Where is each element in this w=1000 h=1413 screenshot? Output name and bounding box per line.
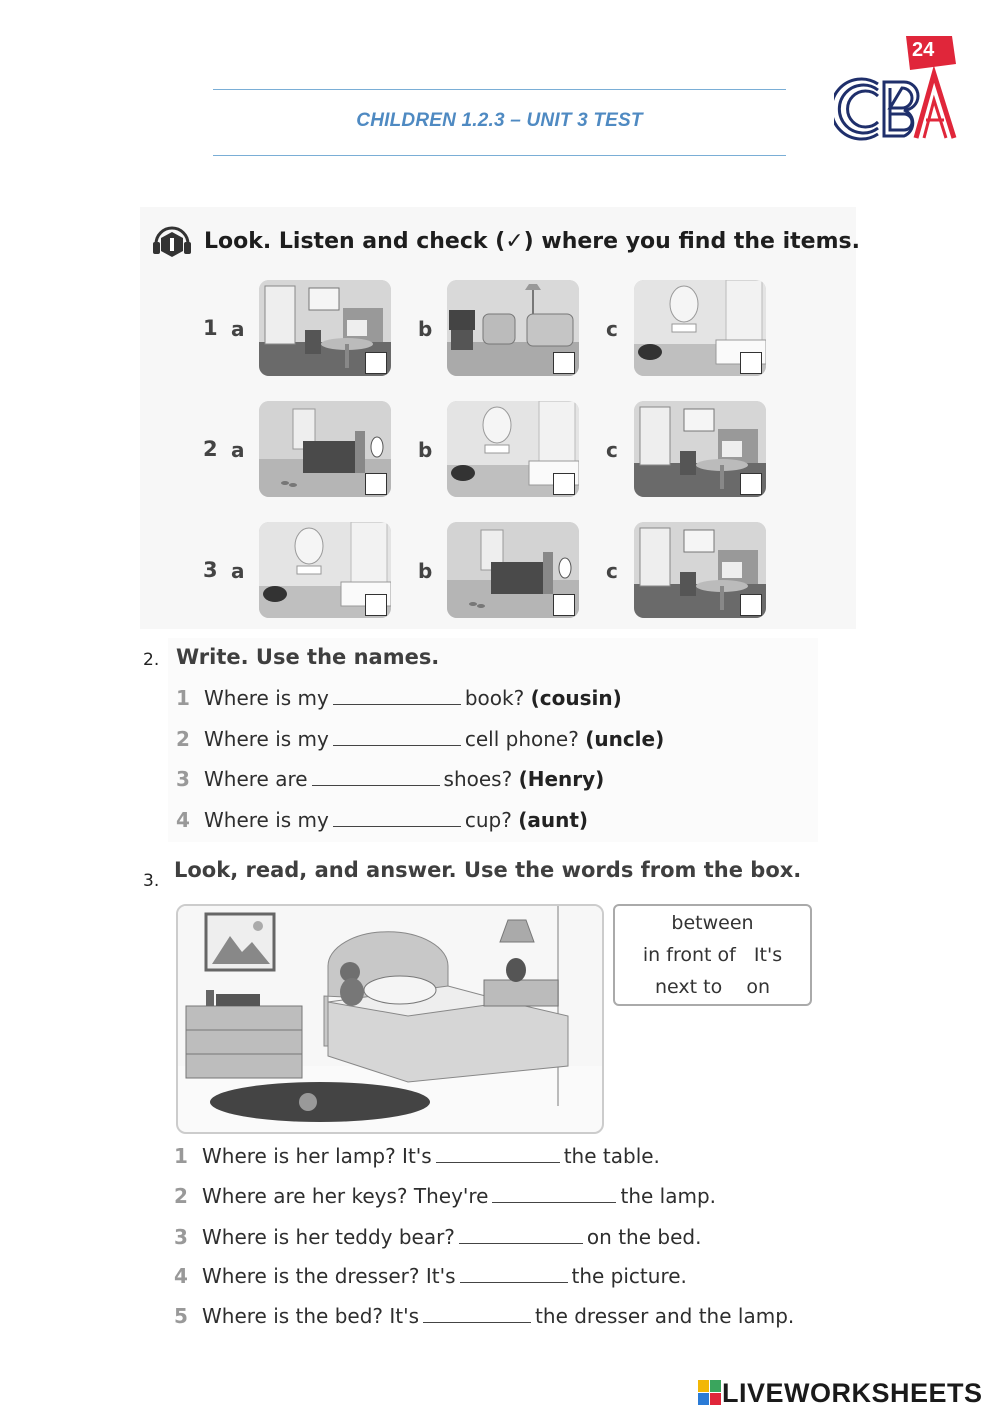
checkbox-row1-a[interactable] [365,352,387,374]
ex3-answer-blank-4[interactable] [460,1264,568,1283]
exercise2-instruction: Write. Use the names. [176,645,440,669]
checkbox-row1-b[interactable] [553,352,575,374]
ex3-answer-blank-5[interactable] [423,1304,531,1323]
checkbox-row3-c[interactable] [740,594,762,616]
row1-letter-b: b [418,317,433,341]
checkbox-row3-b[interactable] [553,594,575,616]
ex2-item-number: 4 [176,808,190,832]
exercise3-instruction: Look, read, and answer. Use the words from the box. [174,858,802,882]
ex2-item-4 [176,808,588,832]
word-box-line-2: in front of It's [642,944,783,966]
ex2-item-text: Where is my [204,686,329,710]
ex3-item-number: 4 [174,1264,188,1288]
ex2-item-1 [176,686,622,710]
ex2-item-hint: (Henry) [518,767,605,791]
ex3-item-text: Where is her teddy bear? [202,1225,455,1249]
liveworksheets-wordmark: LIVEWORKSHEETS [722,1377,983,1408]
liveworksheets-logo-icon [698,1380,722,1406]
ex2-item-text-after: book? [464,686,525,710]
cba-logo [834,34,964,146]
bedroom-illustration [176,904,604,1134]
ex3-item-text: Where is the bed? It's [202,1304,420,1328]
row1-letter-c: c [606,317,618,341]
row2-letter-c: c [606,438,618,462]
checkbox-row2-c[interactable] [740,473,762,495]
ex3-item-text-after: the lamp. [620,1184,717,1208]
ex3-item-3 [174,1225,701,1249]
ex2-item-hint: (uncle) [585,727,665,751]
room-picture-bathroom-3 [259,522,391,618]
ex3-item-text: Where is the dresser? It's [202,1264,456,1288]
row3-letter-c: c [606,559,618,583]
ex3-item-text: Where is her lamp? It's [202,1144,432,1168]
ex2-item-hint: (cousin) [530,686,622,710]
ex3-answer-blank-1[interactable] [436,1144,560,1163]
liveworksheets-brand[interactable] [698,1378,983,1408]
exercise3-number: 3. [143,871,160,891]
room-picture-kitchen-3 [634,522,766,618]
header-bottom-rule [213,155,786,156]
word-box [613,904,812,1006]
ex2-item-number: 3 [176,767,190,791]
ex2-item-text: Where is my [204,808,329,832]
ex2-item-text-after: cell phone? [464,727,579,751]
answer-blank-2[interactable] [333,727,461,746]
ex3-item-number: 2 [174,1184,188,1208]
ex3-answer-blank-2[interactable] [492,1184,616,1203]
answer-blank-1[interactable] [333,686,461,705]
word-box-line-3: next to on [654,976,771,998]
ex2-item-3 [176,767,604,791]
ex3-item-number: 5 [174,1304,188,1328]
word-box-line-1: between [671,912,754,934]
room-picture-living-room [447,280,579,376]
page-title: CHILDREN 1.2.3 – UNIT 3 TEST [356,110,643,131]
room-picture-kitchen [259,280,391,376]
row1-letter-a: a [231,317,245,341]
checkbox-row2-b[interactable] [553,473,575,495]
ex3-item-text-after: on the bed. [586,1225,702,1249]
ex3-item-number: 3 [174,1225,188,1249]
room-picture-bathroom [634,280,766,376]
checkbox-row1-c[interactable] [740,352,762,374]
row3-letter-b: b [418,559,433,583]
row3-letter-a: a [231,559,245,583]
ex3-item-number: 1 [174,1144,188,1168]
logo-badge [906,36,956,70]
row1-number: 1 [203,316,218,340]
svg-text:24: 24 [912,39,935,61]
audio-headphones-icon[interactable] [150,220,194,264]
ex2-item-hint: (aunt) [518,808,589,832]
answer-blank-3[interactable] [312,767,440,786]
ex3-item-1 [174,1144,660,1168]
ex3-item-text-after: the picture. [571,1264,687,1288]
ex3-item-text-after: the table. [563,1144,660,1168]
exercise1-instruction: Look. Listen and check (✓) where you find the items. [204,229,860,254]
ex3-item-text: Where are her keys? They're [202,1184,489,1208]
ex2-item-2 [176,727,664,751]
ex2-item-number: 2 [176,727,190,751]
room-picture-bathroom-2 [447,401,579,497]
exercise2-number: 2. [143,650,160,670]
ex3-item-5 [174,1304,794,1328]
ex2-item-text-after: cup? [464,808,512,832]
room-picture-kitchen-2 [634,401,766,497]
row2-number: 2 [203,437,218,461]
row2-letter-a: a [231,438,245,462]
ex3-answer-blank-3[interactable] [459,1225,583,1244]
room-picture-bedroom [259,401,391,497]
row2-letter-b: b [418,438,433,462]
ex2-item-text-after: shoes? [443,767,513,791]
ex2-item-text: Where is my [204,727,329,751]
ex3-item-4 [174,1264,687,1288]
checkbox-row3-a[interactable] [365,594,387,616]
ex3-item-text-after: the dresser and the lamp. [535,1304,795,1328]
checkbox-row2-a[interactable] [365,473,387,495]
answer-blank-4[interactable] [333,808,461,827]
room-picture-bedroom-2 [447,522,579,618]
ex3-item-2 [174,1184,716,1208]
ex2-item-text: Where are [204,767,308,791]
row3-number: 3 [203,558,218,582]
header-top-rule [213,89,786,90]
ex2-item-number: 1 [176,686,190,710]
logo-letters [834,74,954,139]
